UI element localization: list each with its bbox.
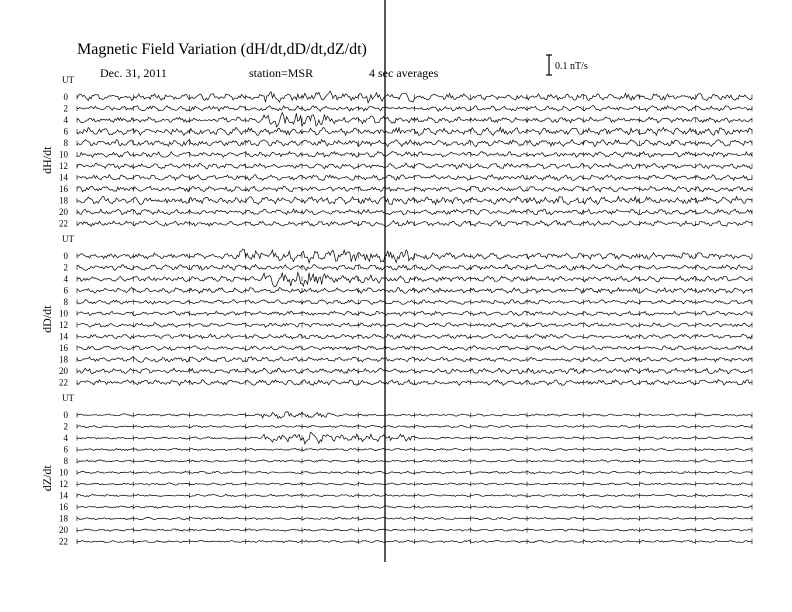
hour-tick-label: 22	[59, 536, 68, 547]
hour-tick-label: 18	[59, 513, 68, 524]
hour-tick-label: 20	[59, 207, 68, 217]
hour-tick-label: 16	[59, 502, 68, 512]
hour-tick-label: 8	[63, 297, 68, 307]
hour-tick-label: 0	[63, 251, 68, 261]
panels	[40, 75, 752, 547]
hour-tick-label: 12	[59, 320, 68, 330]
hour-tick-label: 4	[63, 274, 68, 284]
hour-tick-label: 16	[59, 343, 68, 353]
date-label: Dec. 31, 2011	[100, 66, 167, 80]
hour-tick-label: 8	[63, 138, 68, 148]
hour-tick-label: 6	[63, 444, 68, 455]
hour-tick-label: 16	[59, 184, 68, 194]
station-label: station=MSR	[249, 66, 314, 80]
hour-tick-label: 6	[63, 126, 68, 137]
hour-tick-label: 0	[63, 410, 68, 420]
hour-tick-label: 10	[59, 308, 68, 319]
hour-tick-label: 14	[59, 490, 68, 501]
hour-tick-label: 20	[59, 525, 68, 535]
hour-tick-label: 22	[59, 377, 68, 388]
hour-tick-label: 2	[63, 421, 68, 432]
hour-tick-label: 20	[59, 366, 68, 376]
hour-tick-label: 4	[63, 115, 68, 125]
component-axis-label: dH/dt	[40, 146, 54, 174]
scale-bar-label: 0.1 nT/s	[555, 61, 588, 72]
hour-tick-label: 18	[59, 354, 68, 365]
ut-label: UT	[62, 234, 74, 244]
component-axis-label: dD/dt	[40, 305, 54, 333]
hour-tick-label: 2	[63, 103, 68, 114]
ut-label: UT	[62, 393, 74, 403]
panel-dhdt	[40, 75, 752, 229]
hour-tick-label: 0	[63, 92, 68, 102]
panel-dddt	[40, 234, 752, 388]
hour-tick-label: 12	[59, 479, 68, 489]
chart-title: Magnetic Field Variation (dH/dt,dD/dt,dZ/dt)	[77, 41, 367, 58]
trace-row-18	[77, 196, 752, 204]
ut-label: UT	[62, 75, 74, 85]
hour-tick-label: 14	[59, 331, 68, 342]
hour-tick-label: 4	[63, 433, 68, 443]
averaging-label: 4 sec averages	[369, 66, 439, 80]
hour-tick-label: 10	[59, 149, 68, 160]
hour-tick-label: 2	[63, 262, 68, 273]
panel-dzdt	[40, 393, 752, 547]
hour-tick-label: 12	[59, 161, 68, 171]
hour-tick-label: 14	[59, 172, 68, 183]
hour-tick-label: 22	[59, 218, 68, 229]
trace-row-4	[77, 272, 752, 287]
hour-tick-label: 18	[59, 195, 68, 206]
hour-tick-label: 6	[63, 285, 68, 296]
hour-tick-label: 10	[59, 467, 68, 478]
scale-bar	[546, 55, 588, 75]
component-axis-label: dZ/dt	[40, 465, 54, 492]
hour-tick-label: 8	[63, 456, 68, 466]
